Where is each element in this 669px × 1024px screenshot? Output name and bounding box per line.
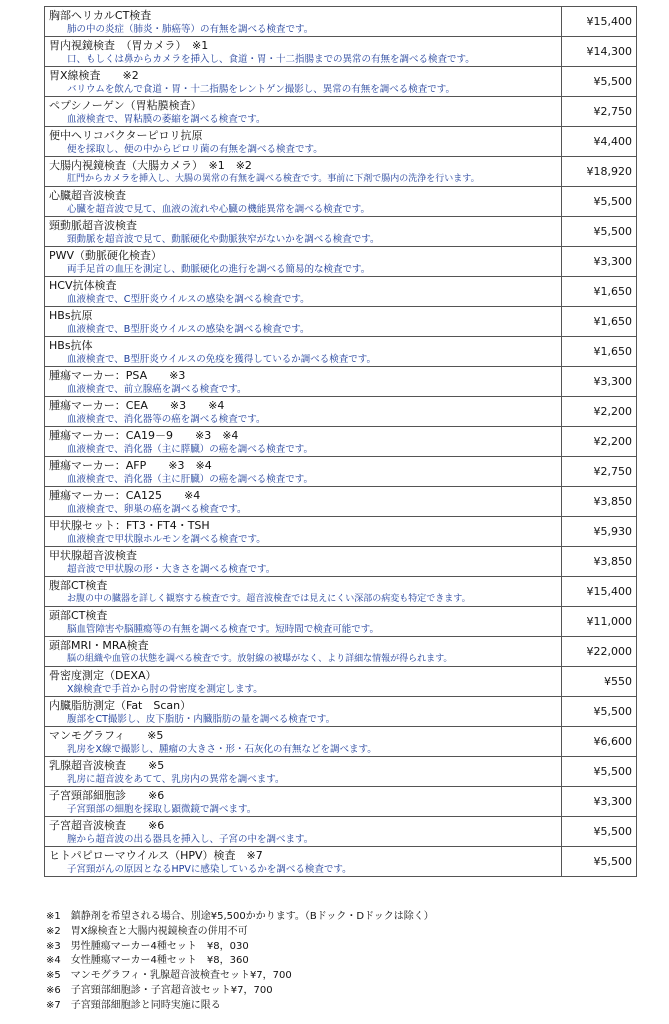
table-row <box>45 217 637 247</box>
exam-price: ¥14,300 <box>562 37 637 67</box>
exam-description: 血液検査で、B型肝炎ウイルスの感染を調べる検査です。 <box>67 323 310 335</box>
exam-name: HBs抗原 <box>49 308 93 322</box>
exam-price: ¥5,930 <box>562 517 637 547</box>
exam-price: ¥2,200 <box>562 427 637 457</box>
exam-name: ヒトパピローマウイルス（HPV）検査 ※7 <box>49 848 263 862</box>
exam-price: ¥550 <box>562 667 637 697</box>
exam-cell <box>45 277 562 307</box>
exam-description: 子宮頸がんの原因となるHPVに感染しているかを調べる検査です。 <box>67 863 352 875</box>
table-row <box>45 667 637 697</box>
exam-cell <box>45 307 562 337</box>
exam-name: 腫瘍マーカー：CA19－9 ※3 ※4 <box>49 428 239 442</box>
exam-price: ¥5,500 <box>562 847 637 877</box>
table-row <box>45 607 637 637</box>
exam-price: ¥5,500 <box>562 217 637 247</box>
exam-price: ¥15,400 <box>562 7 637 37</box>
exam-description: 乳房に超音波をあてて、乳房内の異常を調べます。 <box>67 773 285 785</box>
exam-description: 子宮頸部の細胞を採取し顕微鏡で調べます。 <box>67 803 257 815</box>
exam-price-table <box>44 6 637 877</box>
exam-price-sheet <box>44 6 631 877</box>
exam-cell <box>45 667 562 697</box>
table-row <box>45 247 637 277</box>
exam-cell <box>45 847 562 877</box>
exam-description: バリウムを飲んで食道・胃・十二指腸をレントゲン撮影し、異常の有無を調べる検査です。 <box>67 83 456 95</box>
exam-price: ¥3,300 <box>562 787 637 817</box>
exam-cell <box>45 367 562 397</box>
exam-name: 胸部ヘリカルCT検査 <box>49 8 152 22</box>
table-row <box>45 487 637 517</box>
exam-name: 骨密度測定（DEXA） <box>49 668 157 682</box>
exam-name: HCV抗体検査 <box>49 278 117 292</box>
exam-price: ¥18,920 <box>562 157 637 187</box>
exam-cell <box>45 67 562 97</box>
table-row <box>45 787 637 817</box>
exam-price: ¥2,750 <box>562 97 637 127</box>
exam-description: 両手足首の血圧を測定し、動脈硬化の進行を調べる簡易的な検査です。 <box>67 263 371 275</box>
exam-name: 腹部CT検査 <box>49 578 108 592</box>
exam-price: ¥1,650 <box>562 277 637 307</box>
exam-price: ¥3,850 <box>562 487 637 517</box>
exam-price: ¥4,400 <box>562 127 637 157</box>
exam-name: 腫瘍マーカー：CA125 ※4 <box>49 488 201 502</box>
exam-description: 肛門からカメラを挿入し、大腸の異常の有無を調べる検査です。事前に下剤で腸内の洗浄を行います。 <box>67 173 480 184</box>
footnote: ※4 女性腫瘍マーカー4種セット ¥8，360 <box>46 955 249 967</box>
table-row <box>45 757 637 787</box>
exam-name: 頸動脈超音波検査 <box>49 218 137 232</box>
exam-name: 便中ヘリコバクターピロリ抗原 <box>49 128 203 142</box>
exam-description: 便を採取し、便の中からピロリ菌の有無を調べる検査です。 <box>67 143 323 155</box>
footnote: ※3 男性腫瘍マーカー4種セット ¥8，030 <box>46 940 249 952</box>
exam-price: ¥6,600 <box>562 727 637 757</box>
exam-description: お腹の中の臓器を詳しく観察する検査です。超音波検査では見えにくい深部の病変も特定できます。 <box>67 593 471 604</box>
table-row <box>45 397 637 427</box>
exam-name: 乳腺超音波検査 ※5 <box>49 758 165 772</box>
exam-price: ¥1,650 <box>562 337 637 367</box>
exam-cell <box>45 7 562 37</box>
table-row <box>45 517 637 547</box>
footnotes <box>46 910 636 1014</box>
exam-description: 腹部をCT撮影し、皮下脂肪・内臓脂肪の量を調べる検査です。 <box>67 713 336 725</box>
table-row <box>45 307 637 337</box>
table-row <box>45 817 637 847</box>
exam-cell <box>45 337 562 367</box>
footnote: ※7 子宮頸部細胞診と同時実施に限る <box>46 999 221 1011</box>
exam-description: 血液検査で、胃粘膜の萎縮を調べる検査です。 <box>67 113 266 125</box>
exam-cell <box>45 247 562 277</box>
exam-name: ペプシノーゲン（胃粘膜検査） <box>49 98 202 112</box>
exam-table-body <box>45 7 637 877</box>
exam-cell <box>45 397 562 427</box>
footnote: ※5 マンモグラフィ・乳腺超音波検査セット¥7，700 <box>46 970 292 982</box>
exam-price: ¥3,850 <box>562 547 637 577</box>
exam-name: 頭部CT検査 <box>49 608 108 622</box>
exam-name: 甲状腺超音波検査 <box>49 548 137 562</box>
exam-cell <box>45 547 562 577</box>
exam-cell <box>45 727 562 757</box>
exam-description: 心臓を超音波で見て、血液の流れや心臓の機能異常を調べる検査です。 <box>67 203 371 215</box>
exam-name: HBs抗体 <box>49 338 93 352</box>
exam-description: 口、もしくは鼻からカメラを挿入し、食道・胃・十二指腸までの異常の有無を調べる検査です。 <box>67 53 475 65</box>
table-row <box>45 187 637 217</box>
exam-price: ¥5,500 <box>562 67 637 97</box>
table-row <box>45 7 637 37</box>
table-row <box>45 127 637 157</box>
exam-cell <box>45 757 562 787</box>
exam-price: ¥5,500 <box>562 817 637 847</box>
exam-description: 血液検査で、B型肝炎ウイルスの免疫を獲得しているか調べる検査です。 <box>67 353 376 365</box>
exam-cell <box>45 127 562 157</box>
exam-price: ¥15,400 <box>562 577 637 607</box>
exam-description: 脳血管障害や脳腫瘍等の有無を調べる検査です。短時間で検査可能です。 <box>67 623 379 635</box>
table-row <box>45 427 637 457</box>
exam-cell <box>45 577 562 607</box>
exam-name: 胃内視鏡検査 （胃カメラ） ※1 <box>49 38 209 52</box>
exam-name: 内臓脂肪測定（Fat Scan） <box>49 698 192 712</box>
exam-cell <box>45 217 562 247</box>
table-row <box>45 277 637 307</box>
table-row <box>45 97 637 127</box>
table-row <box>45 457 637 487</box>
table-row <box>45 67 637 97</box>
table-row <box>45 727 637 757</box>
exam-price: ¥11,000 <box>562 607 637 637</box>
exam-name: 子宮超音波検査 ※6 <box>49 818 165 832</box>
exam-price: ¥1,650 <box>562 307 637 337</box>
exam-description: 血液検査で、卵巣の癌を調べる検査です。 <box>67 503 247 515</box>
table-row <box>45 697 637 727</box>
exam-description: X線検査で手首から肘の骨密度を測定します。 <box>67 683 263 695</box>
exam-name: 子宮頸部細胞診 ※6 <box>49 788 165 802</box>
footnote: ※6 子宮頸部細胞診・子宮超音波セット¥7，700 <box>46 984 273 996</box>
exam-cell <box>45 187 562 217</box>
exam-price: ¥3,300 <box>562 247 637 277</box>
exam-description: 血液検査で、消化器（主に膵臓）の癌を調べる検査です。 <box>67 443 314 455</box>
exam-price: ¥5,500 <box>562 757 637 787</box>
exam-name: PWV（動脈硬化検査） <box>49 248 163 262</box>
footnote: ※2 胃X線検査と大腸内視鏡検査の併用不可 <box>46 925 248 937</box>
table-row <box>45 37 637 67</box>
table-row <box>45 367 637 397</box>
exam-cell <box>45 457 562 487</box>
exam-description: 血液検査で甲状腺ホルモンを調べる検査です。 <box>67 533 266 545</box>
exam-cell <box>45 787 562 817</box>
exam-description: 血液検査で、消化器等の癌を調べる検査です。 <box>67 413 266 425</box>
exam-name: マンモグラフィ ※5 <box>49 728 164 742</box>
exam-price: ¥2,200 <box>562 397 637 427</box>
exam-name: 腫瘍マーカー：PSA ※3 <box>49 368 186 382</box>
exam-cell <box>45 637 562 667</box>
exam-price: ¥5,500 <box>562 187 637 217</box>
exam-name: 胃X線検査 ※2 <box>49 68 139 82</box>
exam-description: 膣から超音波の出る器具を挿入し、子宮の中を調べます。 <box>67 833 314 845</box>
table-row <box>45 847 637 877</box>
footnote: ※1 鎮静剤を希望される場合、別途¥5,500かかります。（Bドック・Dドックは除く） <box>46 911 434 922</box>
exam-name: 腫瘍マーカー：CEA ※3 ※4 <box>49 398 225 412</box>
exam-price: ¥5,500 <box>562 697 637 727</box>
table-row <box>45 157 637 187</box>
exam-description: 血液検査で、消化器（主に肝臓）の癌を調べる検査です。 <box>67 473 314 485</box>
exam-cell <box>45 157 562 187</box>
exam-price: ¥3,300 <box>562 367 637 397</box>
table-row <box>45 337 637 367</box>
exam-cell <box>45 97 562 127</box>
exam-cell <box>45 517 562 547</box>
exam-cell <box>45 607 562 637</box>
exam-price: ¥2,750 <box>562 457 637 487</box>
exam-name: 甲状腺セット：FT3・FT4・TSH <box>49 518 210 532</box>
exam-description: 乳房をX線で撮影し、腫瘤の大きさ・形・石灰化の有無などを調べます。 <box>67 743 377 755</box>
table-row <box>45 637 637 667</box>
exam-cell <box>45 697 562 727</box>
table-row <box>45 577 637 607</box>
exam-name: 頭部MRI・MRA検査 <box>49 638 149 652</box>
exam-description: 頸動脈を超音波で見て、動脈硬化や動脈狭窄がないかを調べる検査です。 <box>67 233 380 245</box>
exam-description: 血液検査で、C型肝炎ウイルスの感染を調べる検査です。 <box>67 293 310 305</box>
exam-cell <box>45 427 562 457</box>
exam-description: 超音波で甲状腺の形・大きさを調べる検査です。 <box>67 563 276 575</box>
exam-cell <box>45 487 562 517</box>
exam-price: ¥22,000 <box>562 637 637 667</box>
exam-cell <box>45 37 562 67</box>
exam-name: 腫瘍マーカー：AFP ※3 ※4 <box>49 458 212 472</box>
exam-cell <box>45 817 562 847</box>
exam-description: 血液検査で、前立腺癌を調べる検査です。 <box>67 383 247 395</box>
exam-description: 脳の組織や血管の状態を調べる検査です。放射線の被曝がなく、より詳細な情報が得られます。 <box>67 653 453 664</box>
exam-name: 心臓超音波検査 <box>49 188 126 202</box>
exam-description: 肺の中の炎症（肺炎・肺癌等）の有無を調べる検査です。 <box>67 23 314 35</box>
exam-name: 大腸内視鏡検査（大腸カメラ） ※1 ※2 <box>49 158 252 172</box>
table-row <box>45 547 637 577</box>
